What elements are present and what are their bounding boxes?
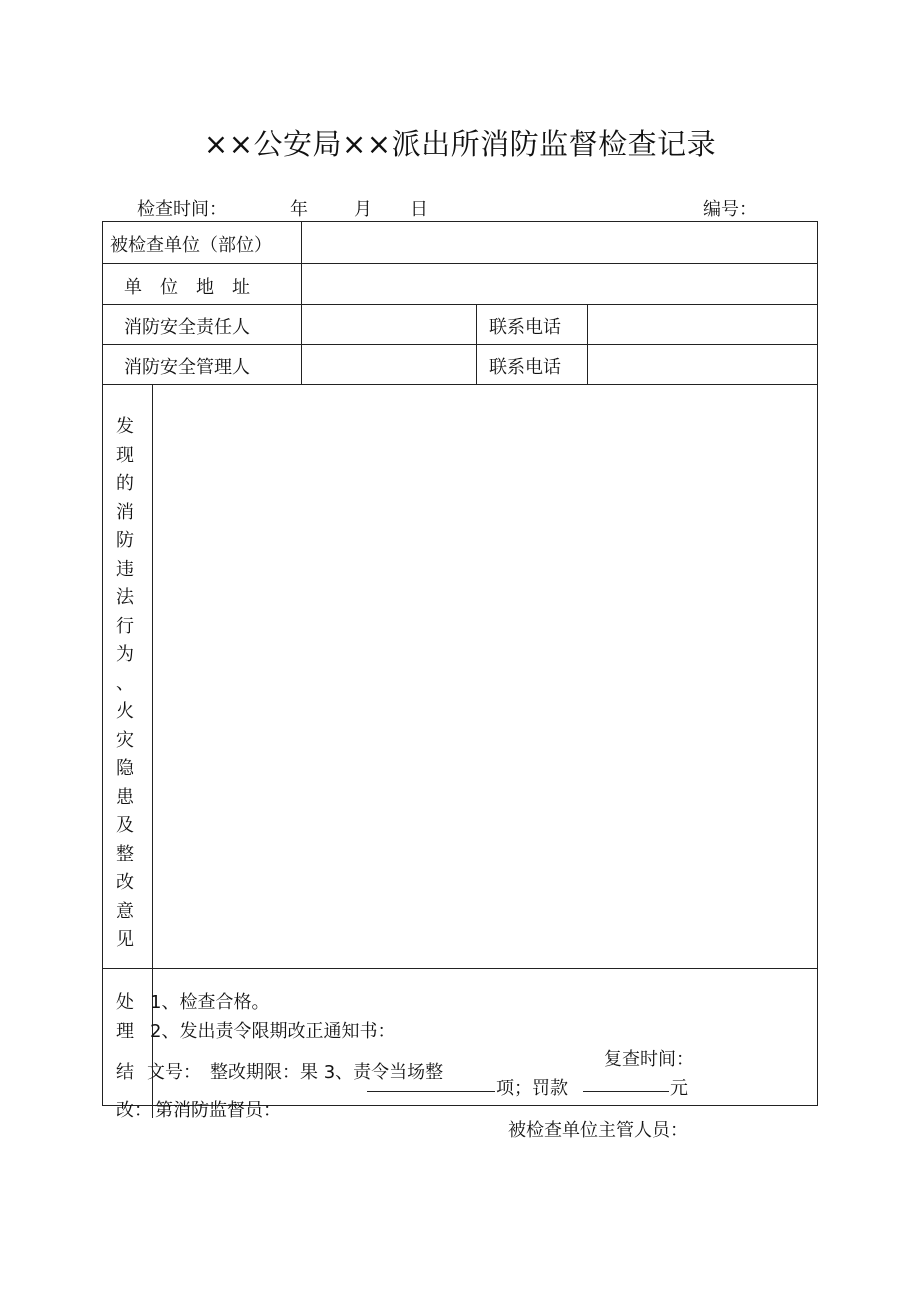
page-title: ××公安局××派出所消防监督检查记录 xyxy=(203,127,717,161)
vertical-label-char: 消 xyxy=(116,502,134,523)
recheck-time-label: 复查时间： xyxy=(604,1049,694,1070)
vertical-label-char: 火 xyxy=(116,701,134,722)
vertical-label-char: 意 xyxy=(116,901,134,922)
phone-label: 联系电话 xyxy=(489,357,561,378)
fire-inspector-label: 第消防监督员： xyxy=(155,1100,281,1121)
vertical-label-char: 改 xyxy=(116,872,134,893)
vertical-label-char: 见 xyxy=(116,929,134,950)
fire-safety-responsible-label: 消防安全责任人 xyxy=(124,317,250,338)
vertical-label-char: 灾 xyxy=(116,730,134,751)
row-divider xyxy=(102,968,818,969)
items-fine-label: 项；罚款 xyxy=(496,1078,568,1099)
vertical-label-char: 隐 xyxy=(116,758,134,779)
vertical-label-char: 违 xyxy=(116,559,134,580)
vertical-label-char: 、 xyxy=(116,673,134,694)
table-border-right xyxy=(817,221,818,1105)
fire-safety-manager-field[interactable] xyxy=(302,345,476,384)
phone-field[interactable] xyxy=(588,345,817,384)
findings-text-area[interactable] xyxy=(153,385,817,968)
vertical-label-char: 为 xyxy=(116,644,134,665)
phone-field[interactable] xyxy=(588,305,817,344)
fire-safety-responsible-field[interactable] xyxy=(302,305,476,344)
vertical-label-char: 现 xyxy=(116,445,134,466)
handling-label-char: 结 xyxy=(116,1062,134,1083)
phone-label: 联系电话 xyxy=(489,317,561,338)
fine-amount-blank[interactable] xyxy=(583,1091,669,1092)
option-rectification-notice: 2、发出责令限期改正通知书： xyxy=(150,1021,396,1042)
vertical-label-char: 发 xyxy=(116,416,134,437)
vertical-label-char: 及 xyxy=(116,815,134,836)
vertical-label-char: 整 xyxy=(116,844,134,865)
inspected-unit-field[interactable] xyxy=(302,222,817,263)
handling-label-char: 理 xyxy=(116,1021,134,1042)
record-number-label: 编号： xyxy=(703,199,757,220)
day-label: 日 xyxy=(410,199,428,220)
vertical-label-char: 行 xyxy=(116,616,134,637)
items-count-blank[interactable] xyxy=(367,1091,495,1092)
vertical-label-char: 患 xyxy=(116,787,134,808)
vertical-label-char: 的 xyxy=(116,473,134,494)
year-label: 年 xyxy=(290,199,308,220)
month-label: 月 xyxy=(354,199,372,220)
handling-label-char: 改： xyxy=(116,1100,152,1121)
inspection-time-label: 检查时间： xyxy=(137,199,227,220)
yuan-label: 元 xyxy=(670,1078,688,1099)
option-inspection-passed: 1、检查合格。 xyxy=(150,992,270,1013)
unit-address-label: 单 位 地 址 xyxy=(124,277,250,298)
handling-label-char: 处 xyxy=(116,992,134,1013)
unit-address-field[interactable] xyxy=(302,264,817,304)
fire-safety-manager-label: 消防安全管理人 xyxy=(124,357,250,378)
phone-label-divider-left xyxy=(476,304,477,384)
vertical-label-char: 防 xyxy=(116,530,134,551)
inspected-unit-label: 被检查单位（部位） xyxy=(110,235,272,256)
option-on-site-rectification: 文号： 整改期限：果 3、责令当场整 xyxy=(147,1062,444,1083)
vertical-label-char: 法 xyxy=(116,587,134,608)
unit-supervisor-label: 被检查单位主管人员： xyxy=(508,1120,688,1141)
